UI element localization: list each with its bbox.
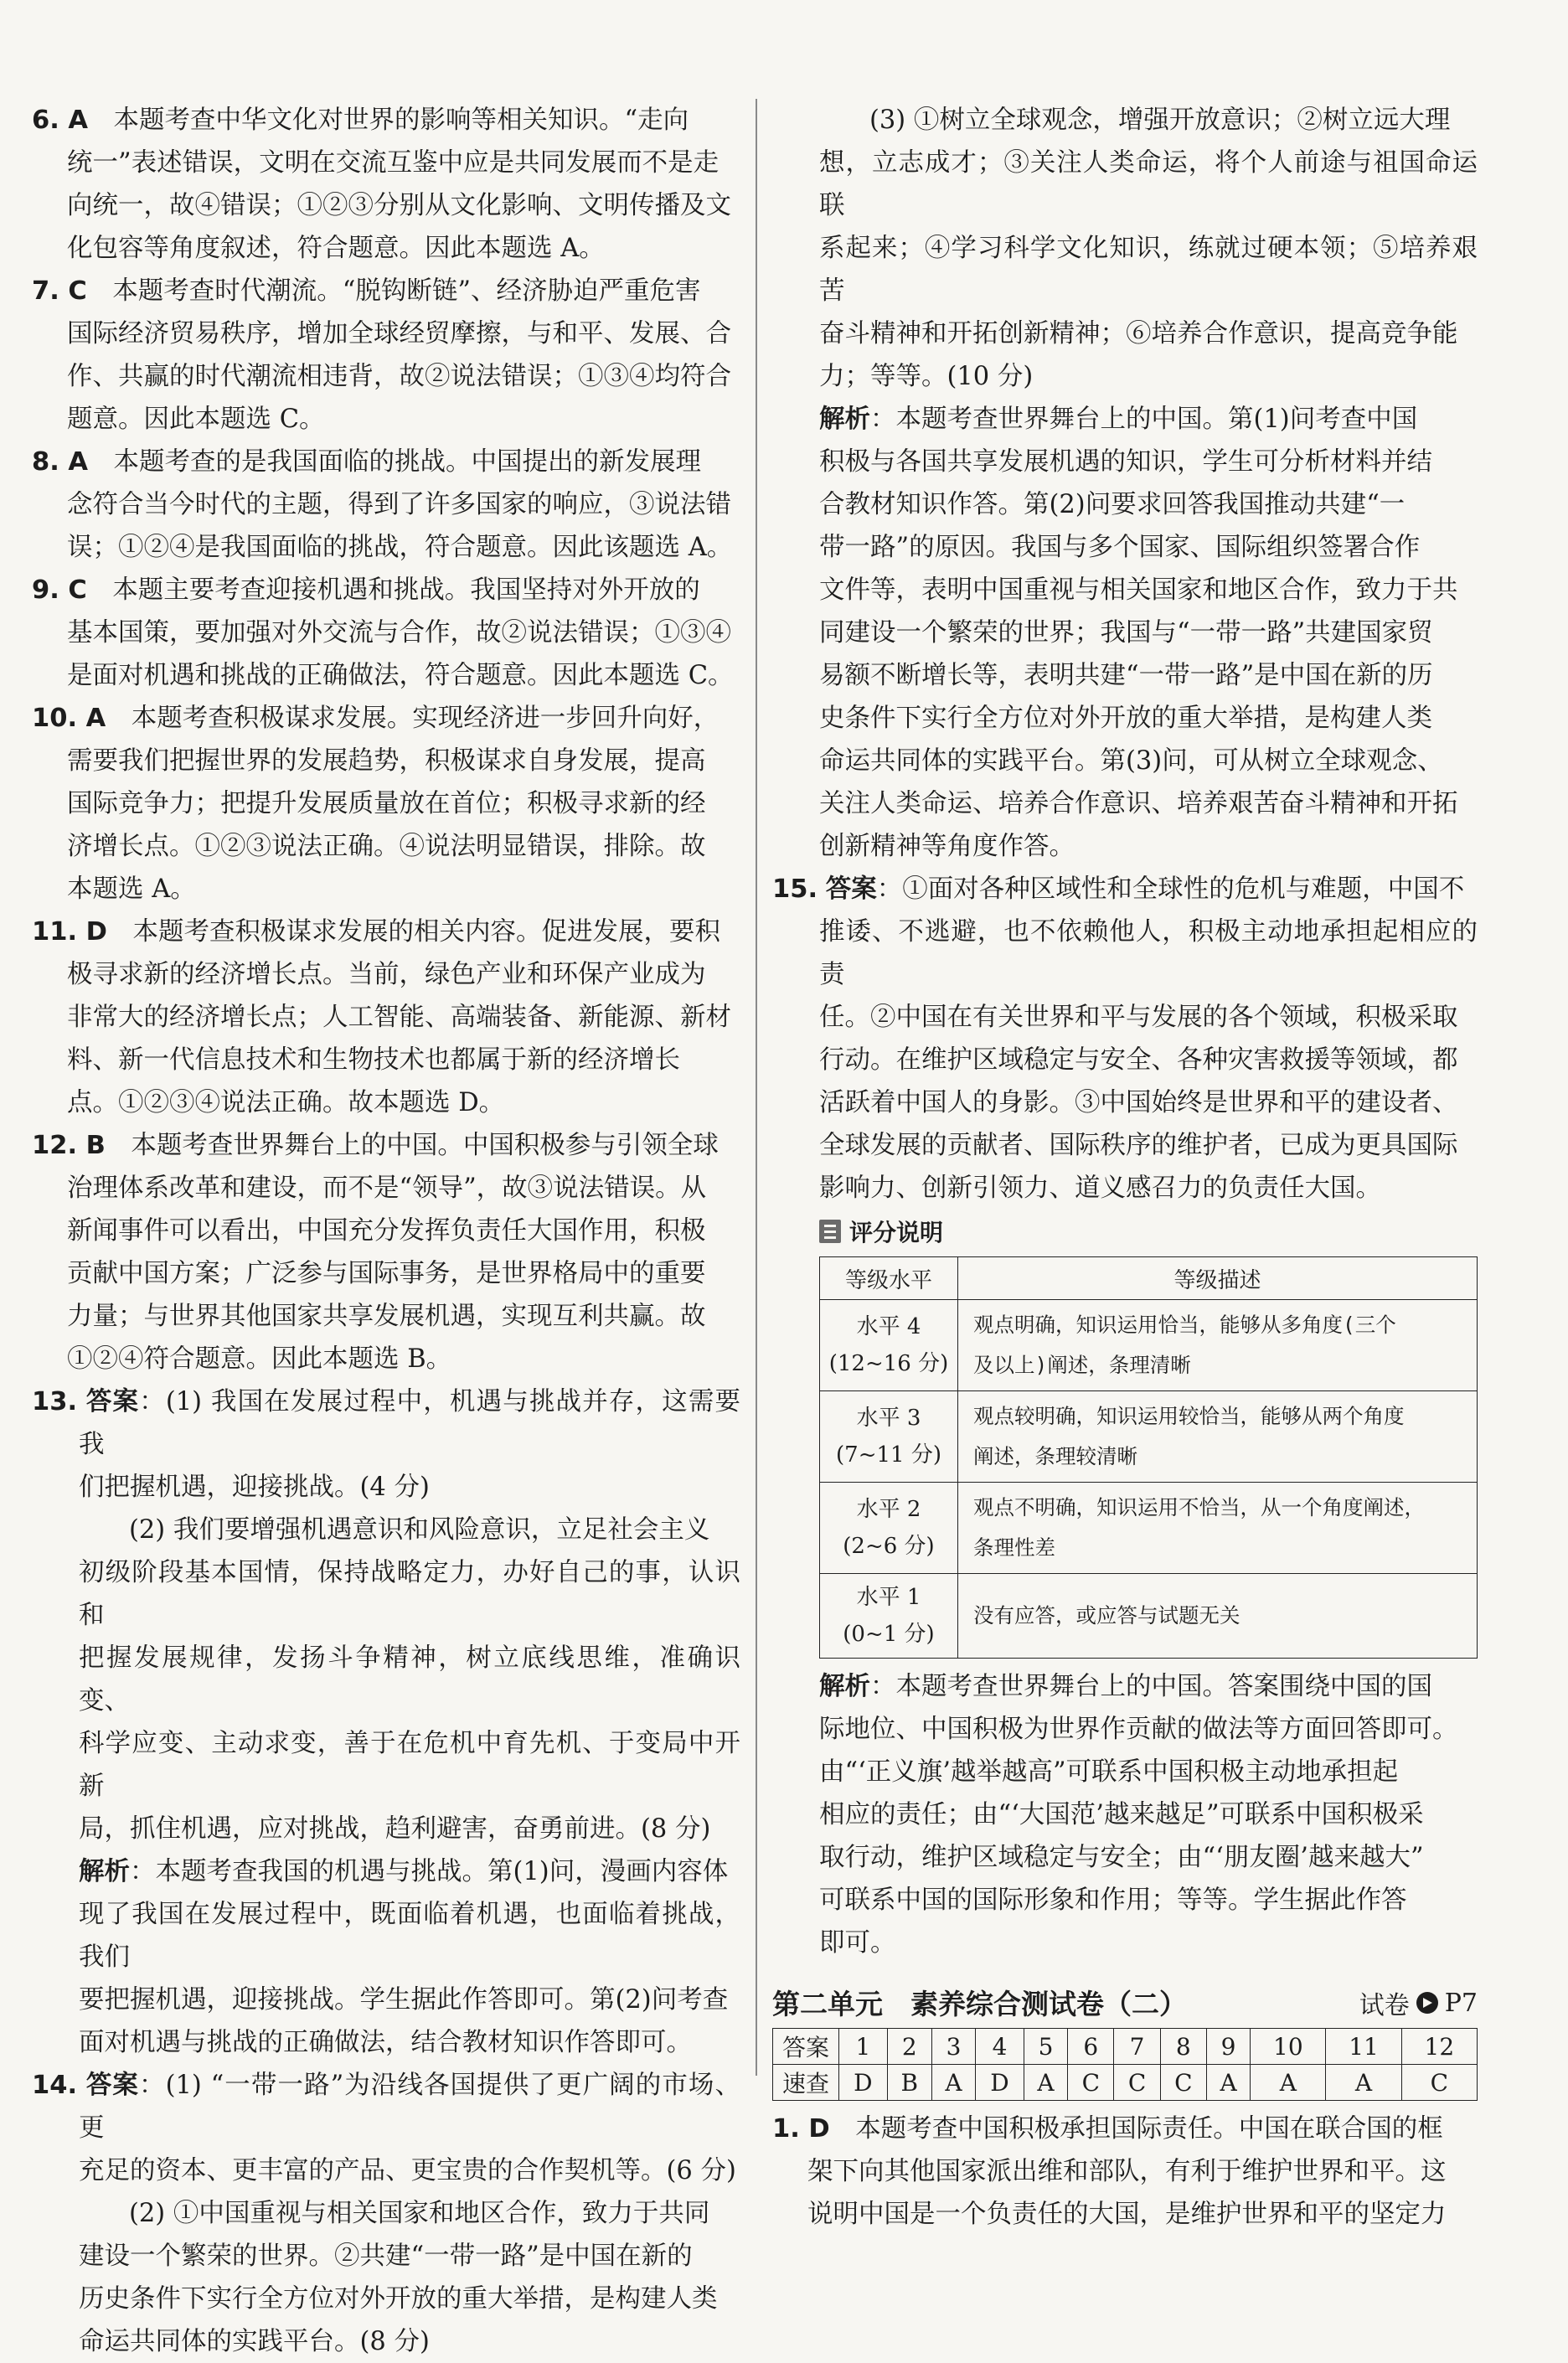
text-line: 相应的责任；由“‘大国范’越来越足”可联系中国积极采 — [819, 1800, 1424, 1829]
header-cell: 等级描述 — [958, 1257, 1478, 1300]
choice-explanation — [32, 441, 740, 569]
text-line: 新闻事件可以看出，中国充分发挥负责任大国作用，积极 — [67, 1216, 706, 1246]
answer-label: 答案 — [85, 1387, 140, 1416]
level-score: (7~11 分) — [836, 1442, 941, 1468]
text-line: 全球发展的贡献者、国际秩序的维护者，已成为更具国际 — [819, 1131, 1458, 1160]
paper-reference-page: P7 — [1444, 1988, 1478, 2018]
description-cell — [958, 1300, 1478, 1391]
quick-number-cell: 4 — [976, 2029, 1024, 2065]
analysis-label: 解析 — [819, 1672, 870, 1701]
level-score: (2~6 分) — [843, 1534, 935, 1559]
text-line: (3) ①树立全球观念，增强开放意识；②树立远大理 — [869, 106, 1451, 135]
quick-number-cell: 10 — [1251, 2029, 1326, 2065]
text-line: ：本题考查我国的机遇与挑战。第(1)问，漫画内容体 — [130, 1857, 729, 1886]
text-line: 国际竞争力；把提升发展质量放在首位；积极寻求新的经 — [67, 789, 706, 818]
description-cell — [958, 1483, 1478, 1574]
choice-explanation — [32, 1124, 740, 1380]
arrow-right-icon — [1416, 1992, 1438, 2014]
text-line: 科学应变、主动求变，善于在危机中育先机、于变局中开新 — [79, 1729, 740, 1801]
answer-label: 答案 — [85, 2071, 140, 2100]
text-line: 国际经济贸易秩序，增加全球经贸摩擦，与和平、发展、合 — [67, 319, 731, 348]
quick-number-cell: 2 — [887, 2029, 931, 2065]
text-line: 向统一，故④错误；①②③分别从文化影响、文明传播及文 — [67, 191, 731, 220]
text-line: 推诿、不逃避，也不依赖他人，积极主动地承担起相应的责 — [819, 917, 1478, 989]
text-line: 创新精神等角度作答。 — [819, 832, 1075, 861]
description-line: 条理性差 — [973, 1535, 1055, 1560]
text-line: 初级阶段基本国情，保持战略定力，办好自己的事，认识和 — [79, 1558, 740, 1630]
text-line: 同建设一个繁荣的世界；我国与“一带一路”共建国家贸 — [819, 618, 1433, 648]
quick-number-cell: 6 — [1068, 2029, 1114, 2065]
text-line: 化包容等角度叙述，符合题意。因此本题选 A。 — [67, 234, 605, 263]
quick-answer-cell: A — [1024, 2065, 1067, 2101]
text-line — [32, 697, 740, 740]
right-column — [772, 99, 1478, 2236]
description-cell — [958, 1574, 1478, 1659]
text-line: 点。①②③④说法正确。故本题选 D。 — [67, 1088, 505, 1117]
quick-answer-cell: C — [1114, 2065, 1160, 2101]
level-name: 水平 2 — [856, 1497, 921, 1522]
quick-answer-cell: A — [931, 2065, 975, 2101]
level-name: 水平 4 — [856, 1314, 921, 1339]
text-line: 要把握机遇，迎接挑战。学生据此作答即可。第(2)问考查 — [79, 1985, 729, 2015]
text-content: 本题考查中华文化对世界的影响等相关知识。“走向 — [113, 106, 689, 135]
text-line: 题意。因此本题选 C。 — [67, 405, 325, 434]
question-1 — [772, 2108, 1478, 2236]
text-line: 建设一个繁荣的世界。②共建“一带一路”是中国在新的 — [79, 2242, 693, 2271]
text-line — [32, 911, 740, 953]
level-cell — [820, 1391, 958, 1483]
multiple-choice-explanations — [32, 99, 740, 1380]
question-14 — [32, 2064, 740, 2363]
text-line: 把握发展规律，发扬斗争精神，树立底线思维，准确识变、 — [79, 1643, 740, 1715]
text-line: 需要我们把握世界的发展趋势，积极谋求自身发展，提高 — [67, 746, 706, 776]
text-line: 统一”表述错误，文明在交流互鉴中应是共同发展而不是走 — [67, 148, 720, 178]
text-line: (2) ①中国重视与相关国家和地区合作，致力于共同 — [129, 2199, 710, 2228]
grading-table-header — [820, 1257, 1478, 1300]
text-content: 本题考查积极谋求发展。实现经济进一步回升向好， — [131, 704, 720, 733]
text-line: 误；①②④是我国面临的挑战，符合题意。因此该题选 A。 — [67, 533, 733, 562]
quick-number-cell: 1 — [839, 2029, 888, 2065]
quick-number-cell: 8 — [1160, 2029, 1206, 2065]
text-line — [32, 569, 740, 611]
analysis-label: 解析 — [79, 1857, 130, 1886]
text-line: 念符合当今时代的主题，得到了许多国家的响应，③说法错 — [67, 490, 731, 519]
text-line: 极寻求新的经济增长点。当前，绿色产业和环保产业成为 — [67, 960, 706, 989]
text-line: ：本题考查世界舞台上的中国。答案围绕中国的国 — [870, 1672, 1432, 1701]
question-number: 1. D — [772, 2114, 830, 2144]
question-number: 9. C — [32, 575, 87, 605]
text-line: (2) 我们要增强机遇意识和风险意识，立足社会主义 — [129, 1515, 710, 1545]
level-cell — [820, 1574, 958, 1659]
table-row — [820, 1574, 1478, 1659]
text-line: ①②④符合题意。因此本题选 B。 — [67, 1344, 452, 1374]
text-content: 本题考查时代潮流。“脱钩断链”、经济胁迫严重危害 — [112, 276, 701, 306]
choice-explanation — [32, 270, 740, 441]
quick-answer-cell: D — [976, 2065, 1024, 2101]
text-line: 取行动，维护区域稳定与安全；由“‘朋友圈’越来越大” — [819, 1843, 1424, 1872]
paper-reference-label: 试卷 — [1359, 1991, 1410, 2020]
level-name: 水平 1 — [856, 1585, 921, 1610]
text-line: 现了我国在发展过程中，既面临着机遇，也面临着挑战，我们 — [79, 1900, 740, 1972]
text-line: 充足的资本、更丰富的产品、更宝贵的合作契机等。(6 分) — [79, 2156, 736, 2185]
description-line: 没有应答，或应答与试题无关 — [973, 1603, 1240, 1628]
question-number: 8. A — [32, 447, 89, 477]
choice-explanation — [32, 911, 740, 1124]
text-line: 局，抓住机遇，应对挑战，趋利避害，奋勇前进。(8 分) — [79, 1814, 711, 1844]
level-score: (12~16 分) — [828, 1351, 949, 1376]
quick-answer-cell: B — [887, 2065, 931, 2101]
text-line: 带一路”的原因。我国与多个国家、国际组织签署合作 — [819, 533, 1421, 562]
grading-table — [819, 1256, 1478, 1659]
quick-answer-cell: D — [839, 2065, 888, 2101]
text-content: 本题考查积极谋求发展的相关内容。促进发展，要积 — [132, 917, 720, 947]
text-line — [32, 441, 740, 483]
quick-answer-cell: A — [1206, 2065, 1250, 2101]
question-number: 6. A — [32, 106, 89, 135]
quick-number-cell: 12 — [1401, 2029, 1477, 2065]
text-line: 治理体系改革和建设，而不是“领导”，故③说法错误。从 — [67, 1174, 707, 1203]
question-number: 12. B — [32, 1131, 106, 1160]
grading-notes-title: 评分说明 — [849, 1219, 944, 1246]
question-number: 11. D — [32, 917, 107, 947]
text-line: ：(1) 我国在发展过程中，机遇与挑战并存，这需要我 — [79, 1387, 740, 1459]
quick-label-cell: 速查 — [773, 2065, 839, 2101]
document-icon — [819, 1220, 841, 1243]
text-line: 说明中国是一个负责任的大国，是维护世界和平的坚定力 — [807, 2200, 1447, 2229]
text-line: 即可。 — [819, 1928, 896, 1958]
text-line: ：本题考查世界舞台上的中国。第(1)问考查中国 — [870, 405, 1418, 434]
quick-answer-cell: A — [1326, 2065, 1401, 2101]
paper-reference — [1359, 1984, 1478, 2021]
question-number: 15. — [772, 875, 818, 904]
quick-answer-cell: C — [1401, 2065, 1477, 2101]
text-line: 可联系中国的国际形象和作用；等等。学生据此作答 — [819, 1886, 1407, 1915]
grading-notes-heading — [819, 1215, 1478, 1248]
quick-number-cell: 3 — [931, 2029, 975, 2065]
quick-answer-cell: A — [1251, 2065, 1326, 2101]
text-line: 易额不断增长等，表明共建“一带一路”是中国在新的历 — [819, 661, 1433, 690]
text-line: 合教材知识作答。第(2)问要求回答我国推动共建“一 — [819, 490, 1406, 519]
text-line: 影响力、创新引领力、道义感召力的负责任大国。 — [819, 1174, 1381, 1203]
analysis-label: 解析 — [819, 405, 870, 434]
text-line: 行动。在维护区域稳定与安全、各种灾害救援等领域，都 — [819, 1045, 1458, 1075]
level-cell — [820, 1483, 958, 1574]
left-column — [32, 99, 740, 2363]
question-13 — [32, 1380, 740, 2064]
text-line: 力；等等。(10 分) — [819, 362, 1034, 391]
question-number: 14. — [32, 2071, 78, 2100]
quick-number-cell: 7 — [1114, 2029, 1160, 2065]
column-divider — [756, 99, 757, 2076]
quick-answer-cell: C — [1068, 2065, 1114, 2101]
text-line — [32, 270, 740, 312]
quick-number-cell: 11 — [1326, 2029, 1401, 2065]
description-cell — [958, 1391, 1478, 1483]
text-line: 贡献中国方案；广泛参与国际事务，是世界格局中的重要 — [67, 1259, 706, 1288]
text-content: 本题考查的是我国面临的挑战。中国提出的新发展理 — [113, 447, 702, 477]
unit-header — [772, 1978, 1478, 2028]
description-line: 观点不明确，知识运用不恰当，从一个角度阐述， — [973, 1495, 1425, 1519]
text-line: 奋斗精神和开拓创新精神；⑥培养合作意识，提高竞争能 — [819, 319, 1458, 348]
answer-label: 答案 — [825, 875, 877, 904]
level-score: (0~1 分) — [843, 1622, 935, 1647]
text-line: 作、共赢的时代潮流相违背，故②说法错误；①③④均符合 — [67, 362, 731, 391]
text-line: 命运共同体的实践平台。第(3)问，可从树立全球观念、 — [819, 746, 1443, 776]
text-line — [32, 99, 740, 142]
text-line: 命运共同体的实践平台。(8 分) — [79, 2327, 430, 2356]
text-line: 们把握机遇，迎接挑战。(4 分) — [79, 1473, 430, 1502]
description-line: 阐述，条理较清晰 — [973, 1444, 1137, 1468]
table-row — [820, 1391, 1478, 1483]
table-row — [820, 1483, 1478, 1574]
quick-answer-cell: C — [1160, 2065, 1206, 2101]
choice-explanation — [32, 697, 740, 911]
table-row — [820, 1300, 1478, 1391]
level-cell — [820, 1300, 958, 1391]
text-line: 积极与各国共享发展机遇的知识，学生可分析材料并结 — [819, 447, 1432, 477]
quick-label-cell: 答案 — [773, 2029, 839, 2065]
quick-answer-row — [773, 2065, 1478, 2101]
text-line: 际地位、中国积极为世界作贡献的做法等方面回答即可。 — [819, 1715, 1458, 1744]
text-line: 历史条件下实行全方位对外开放的重大举措，是构建人类 — [79, 2284, 718, 2314]
question-number: 10. A — [32, 704, 106, 733]
text-line: 基本国策，要加强对外交流与合作，故②说法错误；①③④ — [67, 618, 731, 648]
description-line: 观点较明确，知识运用较恰当，能够从两个角度 — [973, 1404, 1405, 1428]
text-line: 系起来；④学习科学文化知识，练就过硬本领；⑤培养艰苦 — [819, 234, 1478, 306]
text-line: 想，立志成才；③关注人类命运，将个人前途与祖国命运联 — [819, 148, 1478, 220]
text-content: 本题主要考查迎接机遇和挑战。我国坚持对外开放的 — [112, 575, 700, 605]
choice-explanation — [32, 569, 740, 697]
choice-explanation — [32, 99, 740, 270]
text-line: 本题考查中国积极承担国际责任。中国在联合国的框 — [855, 2114, 1443, 2144]
question-number: 7. C — [32, 276, 87, 306]
text-content: 本题考查世界舞台上的中国。中国积极参与引领全球 — [131, 1131, 719, 1160]
level-name: 水平 3 — [856, 1406, 921, 1431]
header-cell: 等级水平 — [820, 1257, 958, 1300]
text-line: 关注人类命运、培养合作意识、培养艰苦奋斗精神和开拓 — [819, 789, 1458, 818]
text-line: 面对机遇与挑战的正确做法，结合教材知识作答即可。 — [79, 2028, 692, 2057]
text-line: 史条件下实行全方位对外开放的重大举措，是构建人类 — [819, 704, 1432, 733]
text-line: ：①面对各种区域性和全球性的危机与难题，中国不 — [876, 875, 1465, 904]
question-15 — [772, 868, 1478, 1210]
text-line: 文件等，表明中国重视与相关国家和地区合作，致力于共 — [819, 575, 1458, 605]
text-line — [32, 1124, 740, 1167]
quick-number-cell: 5 — [1024, 2029, 1067, 2065]
question-15-analysis — [772, 1665, 1478, 1964]
text-line: ：(1) “一带一路”为沿线各国提供了更广阔的市场、更 — [79, 2071, 741, 2143]
description-line: 及以上)阐述，条理清晰 — [973, 1353, 1191, 1377]
text-line: 任。②中国在有关世界和平与发展的各个领域，积极采取 — [819, 1003, 1458, 1032]
text-line: 济增长点。①②③说法正确。④说法明显错误，排除。故 — [67, 832, 706, 861]
text-line: 非常大的经济增长点；人工智能、高端装备、新能源、新材 — [67, 1003, 731, 1032]
text-line: 由“‘正义旗’越举越高”可联系中国积极主动地承担起 — [819, 1757, 1399, 1787]
text-line: 是面对机遇和挑战的正确做法，符合题意。因此本题选 C。 — [67, 661, 734, 690]
text-line: 本题选 A。 — [67, 875, 196, 904]
text-line: 活跃着中国人的身影。③中国始终是世界和平的建设者、 — [819, 1088, 1458, 1117]
text-line: 架下向其他国家派出维和部队，有利于维护世界和平。这 — [807, 2157, 1447, 2186]
quick-number-row — [773, 2029, 1478, 2065]
text-line: 力量；与世界其他国家共享发展机遇，实现互利共赢。故 — [67, 1302, 706, 1331]
quick-answer-table — [772, 2028, 1478, 2101]
description-line: 观点明确，知识运用恰当，能够从多角度(三个 — [973, 1313, 1396, 1337]
question-14-continued — [772, 99, 1478, 868]
quick-number-cell: 9 — [1206, 2029, 1250, 2065]
text-line: 料、新一代信息技术和生物技术也都属于新的经济增长 — [67, 1045, 680, 1075]
unit-title: 第二单元 素养综合测试卷（二） — [772, 1988, 1187, 2020]
question-number: 13. — [32, 1387, 78, 1416]
